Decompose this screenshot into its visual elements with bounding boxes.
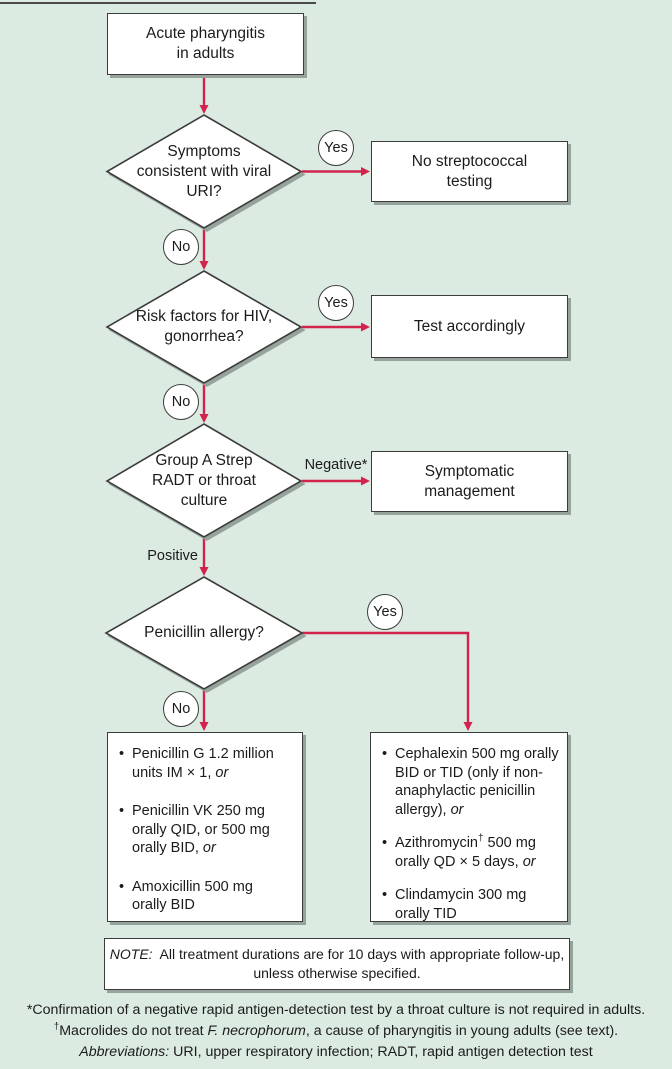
treatment-option-penicillin-g: Penicillin G 1.2 million units IM × 1, or [132,746,274,781]
decision3-label: Group A Strep RADT or throat culture [152,452,256,509]
start-box [107,13,304,75]
note-box [104,938,570,990]
footnote-abbreviations: Abbreviations: URI, upper respiratory infection; RADT, rapid antigen detection test [79,1044,593,1060]
treatment-list [119,745,297,915]
treatment-option-penicillin-vk: Penicillin VK 250 mg orally QID, or 500 mg orally BID, or [132,803,270,856]
no-label: No [171,239,191,255]
decision1-label: Symptoms consistent with viral URI? [136,143,272,200]
bullet-icon: • [119,803,125,819]
treatment-option-amoxicillin: Amoxicillin 500 mg orally BID [132,878,253,913]
list-item [119,745,297,782]
bullet-icon: • [119,746,125,762]
no-circle-decision2 [163,384,199,420]
treatment-option-azithromycin: Azithromycin† 500 mg orally QD × 5 days, or [395,833,536,870]
list-item [382,834,562,871]
yes-circle-decision2 [318,285,354,321]
yes-circle-decision1 [318,130,354,166]
decision4-label: Penicillin allergy? [144,624,264,641]
bullet-icon: • [382,746,388,762]
footnotes [0,1000,672,1063]
outcome-box-no-strep-testing [371,141,568,202]
start-box-text: Acute pharyngitis in adults [146,25,265,62]
outcome-box-text: Symptomatic management [424,462,515,500]
bullet-icon: • [119,878,125,895]
yes-label: Yes [324,140,348,156]
negative-edge-label: Negative* [304,457,368,473]
list-item [382,886,562,923]
treatment-list [382,745,562,923]
outcome-box-text: No streptococcal testing [411,152,528,190]
no-circle-decision1 [163,229,199,265]
yes-circle-decision4 [367,594,403,630]
no-label: No [171,394,191,410]
treatment-box-no-allergy [107,732,303,922]
outcome-box-symptomatic-management [371,451,568,512]
note-text: NOTE: All treatment durations are for 10 days with appropriate follow-up, unless otherwise specified. [109,946,565,981]
footnote-macrolides: †Macrolides do not treat F. necrophorum, a cause of pharyngitis in young adults (see text). [53,1021,619,1039]
treatment-option-cephalexin: Cephalexin 500 mg orally BID or TID (only if non- anaphylactic penicillin allergy), or [395,746,559,818]
bullet-icon: • [382,887,388,903]
no-circle-decision4 [163,691,199,727]
treatment-box-allergy [370,732,568,922]
positive-edge-label: Positive [147,548,198,564]
list-item [382,745,562,819]
no-label: No [171,701,191,717]
yes-label: Yes [324,295,348,311]
yes-label: Yes [373,604,397,620]
outcome-box-text: Test accordingly [413,317,526,335]
bullet-icon: • [382,835,388,851]
list-item [119,802,297,858]
outcome-box-test-accordingly [371,295,568,358]
decision2-label: Risk factors for HIV, gonorrhea? [135,308,273,345]
treatment-option-clindamycin: Clindamycin 300 mg orally TID [395,887,527,922]
footnote-confirmation: *Confirmation of a negative rapid antigen-detection test by a throat culture is not required in adults. [26,1002,646,1018]
list-item [119,878,297,915]
arrow-decision4-yes [302,633,468,723]
